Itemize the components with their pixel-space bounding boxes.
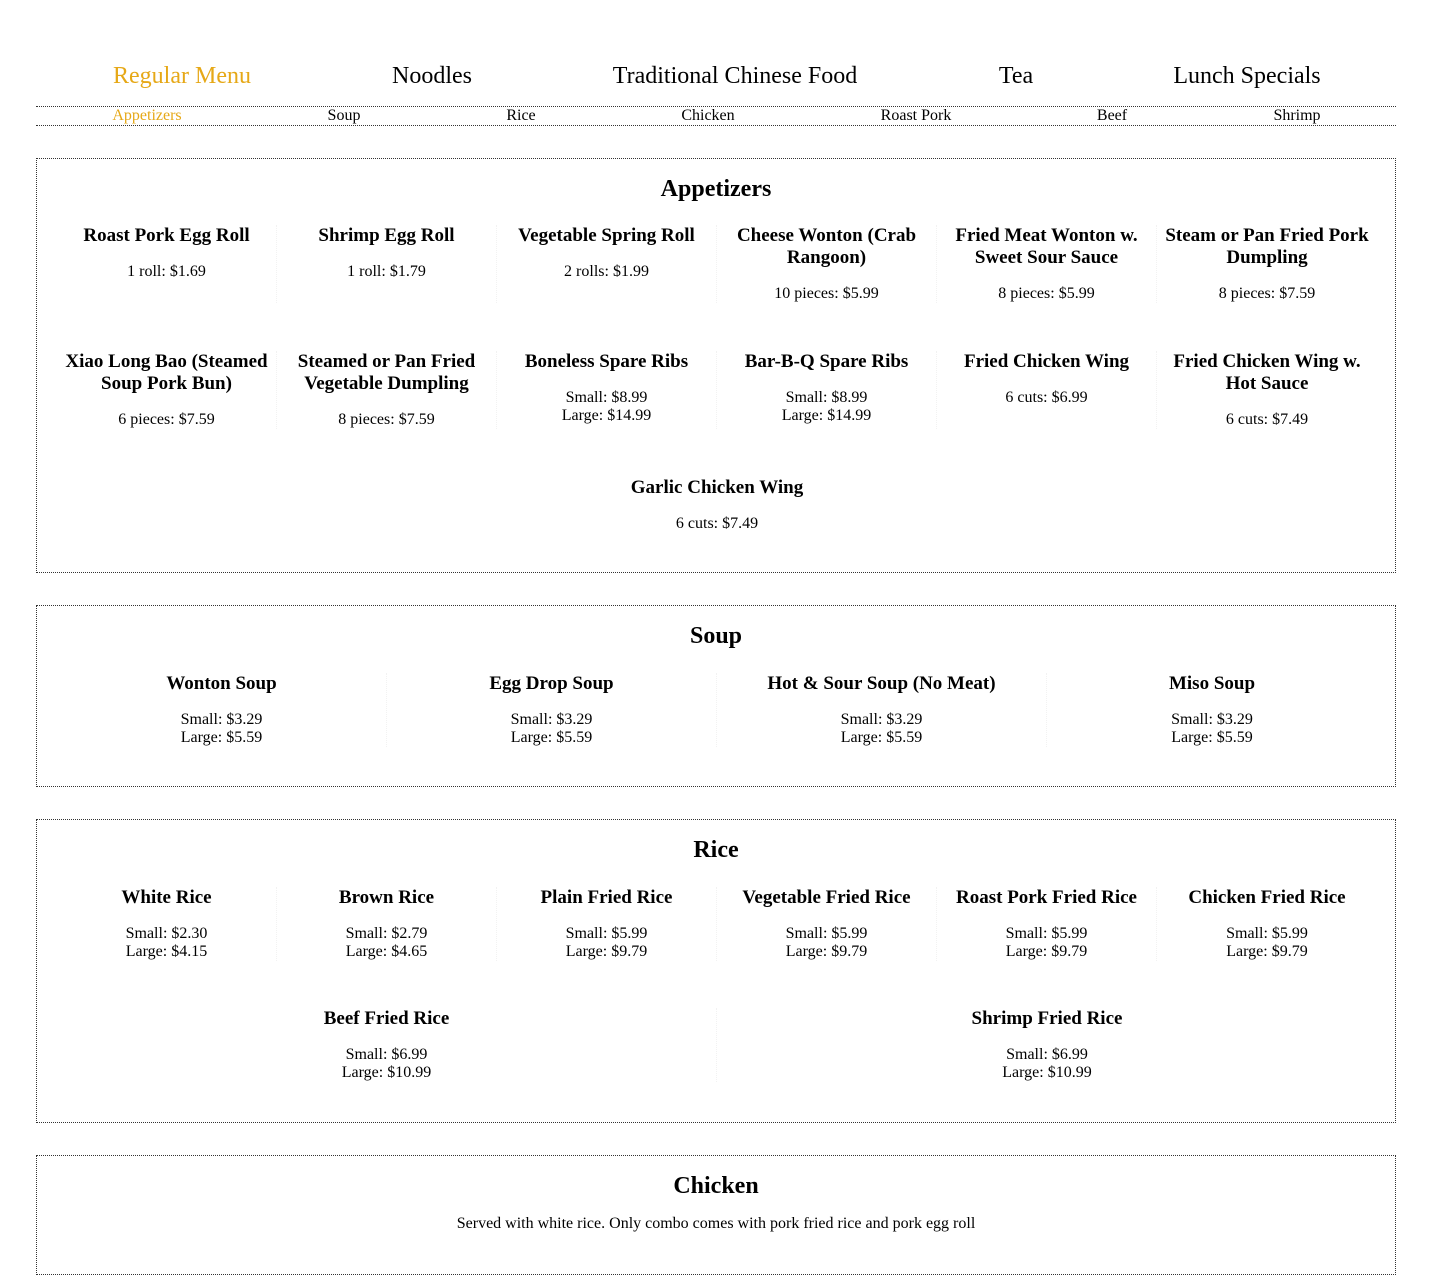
price-small: Small: $5.99: [1226, 925, 1308, 942]
item-price: [63, 1046, 710, 1082]
menu-item: [937, 351, 1157, 429]
price-large: Large: $5.59: [510, 729, 593, 746]
menu-item: [497, 351, 717, 429]
price-small: Small: $6.99: [345, 1046, 428, 1063]
subtab-shrimp[interactable]: Shrimp: [1273, 107, 1321, 124]
price-large: Large: $4.15: [125, 943, 208, 960]
item-name: Brown Rice: [338, 887, 435, 908]
price-small: Small: $5.99: [1005, 925, 1088, 942]
price-small: Small: $3.29: [1171, 711, 1253, 728]
price-large: Large: $4.65: [345, 943, 428, 960]
item-price: [723, 925, 930, 961]
item-price: [723, 711, 1040, 747]
subtab-rice[interactable]: Rice: [506, 107, 536, 124]
item-price: 8 pieces: $7.59: [338, 411, 435, 428]
price-large: Large: $9.79: [1226, 943, 1308, 960]
item-price: 6 cuts: $7.49: [675, 515, 759, 532]
item-price: [63, 925, 270, 961]
price-large: Large: $5.59: [1171, 729, 1253, 746]
price-small: Small: $2.79: [345, 925, 428, 942]
item-price: [1053, 711, 1371, 747]
section-appetizers: [36, 158, 1396, 573]
item-price: 2 rolls: $1.99: [564, 263, 649, 280]
price-large: Large: $14.99: [781, 407, 872, 424]
menu-item: [57, 1008, 717, 1082]
category-nav: [36, 106, 1396, 126]
menu-item: [497, 225, 717, 303]
item-name: Boneless Spare Ribs: [524, 351, 689, 372]
item-price: [283, 925, 490, 961]
price-large: Large: $10.99: [1002, 1064, 1092, 1081]
price-large: Large: $9.79: [1005, 943, 1088, 960]
price-small: Small: $8.99: [785, 389, 868, 406]
item-price: [503, 389, 710, 425]
item-name: Vegetable Spring Roll: [518, 225, 695, 246]
price-large: Large: $10.99: [341, 1064, 432, 1081]
item-price: [393, 711, 710, 747]
menu-item: [57, 225, 277, 303]
section-title: Appetizers: [660, 176, 772, 202]
menu-item: [497, 887, 717, 961]
price-small: Small: $5.99: [785, 925, 868, 942]
item-price: [943, 925, 1150, 961]
item-name: Egg Drop Soup: [489, 673, 614, 694]
menu-item: [277, 887, 497, 961]
item-name: Roast Pork Egg Roll: [83, 225, 250, 246]
item-price: 6 cuts: $6.99: [1005, 389, 1088, 406]
menu-item: [717, 1008, 1377, 1082]
item-name: Wonton Soup: [166, 673, 277, 694]
item-name: Xiao Long Bao (Steamed Soup Pork Bun): [65, 351, 268, 394]
item-price: 6 pieces: $7.59: [118, 411, 215, 428]
item-name: Chicken Fried Rice: [1188, 887, 1346, 908]
item-name: Roast Pork Fried Rice: [956, 887, 1137, 908]
section-title: Chicken: [673, 1173, 759, 1199]
tab-noodles[interactable]: Noodles: [392, 63, 472, 89]
subtab-soup[interactable]: Soup: [327, 107, 361, 124]
section-chicken: [36, 1155, 1396, 1275]
menu-item: [717, 887, 937, 961]
item-name: Beef Fried Rice: [323, 1008, 450, 1029]
item-price: [723, 1046, 1371, 1082]
price-small: Small: $2.30: [125, 925, 208, 942]
menu-item: [937, 225, 1157, 303]
item-name: Fried Chicken Wing: [963, 351, 1130, 372]
item-price: 10 pieces: $5.99: [774, 285, 879, 302]
item-name: Fried Chicken Wing w. Hot Sauce: [1173, 351, 1361, 394]
subtab-chicken[interactable]: Chicken: [681, 107, 735, 124]
price-large: Large: $9.79: [785, 943, 868, 960]
subtab-beef[interactable]: Beef: [1096, 107, 1128, 124]
subtab-appetizers[interactable]: Appetizers: [112, 107, 182, 124]
section-rice: [36, 819, 1396, 1123]
menu-item: [937, 887, 1157, 961]
price-small: Small: $8.99: [565, 389, 648, 406]
tab-regular-menu[interactable]: Regular Menu: [113, 63, 251, 89]
price-large: Large: $5.59: [840, 729, 923, 746]
menu-item: [277, 351, 497, 429]
item-price: 1 roll: $1.69: [127, 263, 206, 280]
item-price: 8 pieces: $5.99: [998, 285, 1095, 302]
price-small: Small: $5.99: [565, 925, 648, 942]
tab-tea[interactable]: Tea: [998, 63, 1034, 89]
menu-item: [387, 673, 717, 747]
item-name: Cheese Wonton (Crab Rangoon): [736, 225, 917, 268]
price-large: Large: $14.99: [561, 407, 652, 424]
item-name: Fried Meat Wonton w. Sweet Sour Sauce: [955, 225, 1138, 268]
menu-item: [1047, 673, 1377, 747]
section-description: Served with white rice. Only combo comes with pork fried rice and pork egg roll: [456, 1215, 976, 1232]
menu-item: [57, 351, 277, 429]
item-name: White Rice: [121, 887, 212, 908]
item-price: [1163, 925, 1371, 961]
menu-item: [1157, 351, 1377, 429]
item-price: 8 pieces: $7.59: [1218, 285, 1316, 302]
subtab-roast-pork[interactable]: Roast Pork: [880, 107, 952, 124]
item-name: Shrimp Fried Rice: [971, 1008, 1123, 1029]
main-menu-nav: [36, 60, 1398, 94]
item-name: Steam or Pan Fried Pork Dumpling: [1165, 225, 1369, 268]
item-name: Garlic Chicken Wing: [630, 477, 804, 498]
menu-item: [277, 225, 497, 303]
menu-item: [57, 673, 387, 747]
tab-lunch-specials[interactable]: Lunch Specials: [1173, 63, 1321, 89]
price-small: Small: $3.29: [180, 711, 263, 728]
item-name: Bar-B-Q Spare Ribs: [744, 351, 909, 372]
item-name: Vegetable Fried Rice: [742, 887, 911, 908]
item-name: Shrimp Egg Roll: [318, 225, 455, 246]
menu-item: [717, 225, 937, 303]
menu-item: [1157, 887, 1377, 961]
item-name: Hot & Sour Soup (No Meat): [767, 673, 996, 694]
section-title: Rice: [693, 837, 739, 863]
item-price: [723, 389, 930, 425]
item-price: 6 cuts: $7.49: [1225, 411, 1309, 428]
item-price: [63, 711, 380, 747]
price-large: Large: $9.79: [565, 943, 648, 960]
price-large: Large: $5.59: [180, 729, 263, 746]
section-title: Soup: [689, 623, 743, 649]
menu-item: [717, 673, 1047, 747]
price-small: Small: $6.99: [1006, 1046, 1088, 1063]
price-small: Small: $3.29: [840, 711, 923, 728]
menu-item: [57, 887, 277, 961]
item-price: [503, 925, 710, 961]
menu-item: [57, 477, 1377, 533]
tab-traditional-chinese-food[interactable]: Traditional Chinese Food: [612, 63, 858, 89]
item-price: 1 roll: $1.79: [347, 263, 426, 280]
menu-item: [717, 351, 937, 429]
item-name: Plain Fried Rice: [540, 887, 673, 908]
item-name: Steamed or Pan Fried Vegetable Dumpling: [297, 351, 476, 394]
menu-item: [1157, 225, 1377, 303]
section-soup: [36, 605, 1396, 787]
item-name: Miso Soup: [1168, 673, 1256, 694]
price-small: Small: $3.29: [510, 711, 593, 728]
